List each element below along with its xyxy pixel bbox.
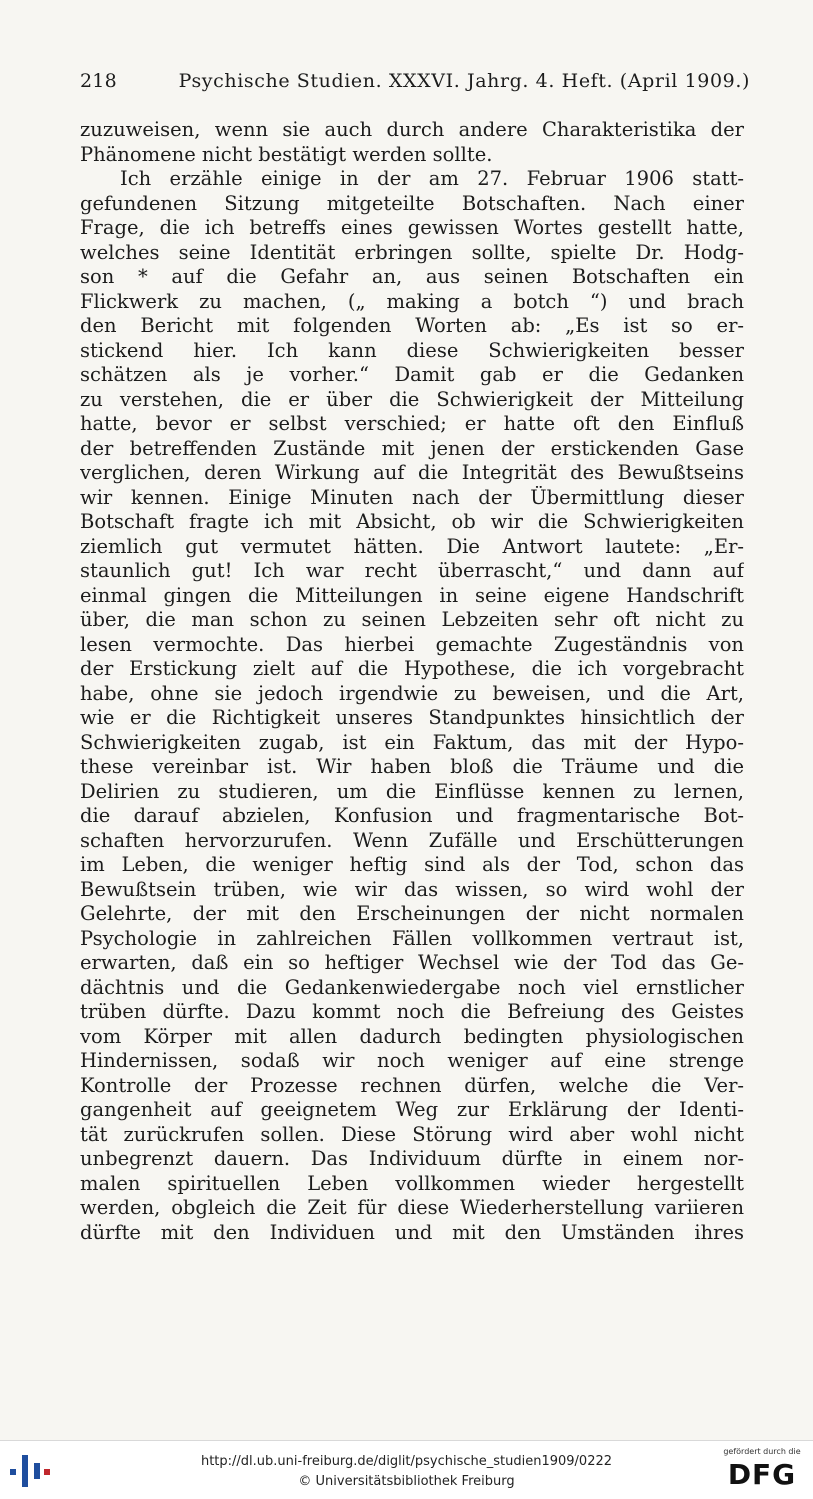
journal-header-title: Psychische Studien. XXXVI. Jahrg. 4. Heft. (April 1909.) <box>178 70 750 92</box>
text-line: Kontrolle der Prozesse rechnen dürfen, welche die Ver- <box>80 1073 744 1097</box>
text-line: son * auf die Gefahr an, aus seinen Botschaften ein <box>80 265 744 288</box>
text-line: habe, ohne sie jedoch irgendwie zu beweisen, und die Art, <box>80 681 744 705</box>
text-line: vom Körper mit allen dadurch bedingten physiologischen <box>80 1024 744 1048</box>
text-line: werden, obgleich die Zeit für diese Wiederherstellung variieren <box>80 1196 744 1219</box>
text-line: den Bericht mit folgenden Worten ab: „Es ist so er- <box>80 314 744 337</box>
text-line: wie er die Richtigkeit unseres Standpunktes hinsichtlich der <box>80 706 744 729</box>
running-header <box>80 70 750 92</box>
text-line: Flickwerk zu machen, („ making a botch “) und brach <box>80 289 744 313</box>
text-line: zu verstehen, die er über die Schwierigkeit der Mitteilung <box>80 387 744 411</box>
text-line: welches seine Identität erbringen sollte, spielte Dr. Hodg- <box>80 240 744 264</box>
text-line: dürfte mit den Individuen und mit den Umständen ihres <box>80 1220 744 1244</box>
dfg-logo <box>716 1447 808 1495</box>
text-line: der betreffenden Zustände mit jenen der erstickenden Gase <box>80 436 744 460</box>
text-line: Gelehrte, der mit den Erscheinungen der nicht normalen <box>80 902 744 925</box>
text-line: schaften hervorzurufen. Wenn Zufälle und Erschütterungen <box>80 828 744 852</box>
text-line: im Leben, die weniger heftig sind als der Tod, schon das <box>80 853 744 876</box>
text-line: these vereinbar ist. Wir haben bloß die Träume und die <box>80 755 744 778</box>
text-line: tät zurückrufen sollen. Diese Störung wird aber wohl nicht <box>80 1122 744 1146</box>
text-line: unbegrenzt dauern. Das Individuum dürfte in einem nor- <box>80 1147 744 1170</box>
text-line: gangenheit auf geeignetem Weg zur Erklärung der Identi- <box>80 1098 744 1121</box>
text-line: erwarten, daß ein so heftiger Wechsel wie der Tod das Ge- <box>80 951 744 974</box>
text-line: einmal gingen die Mitteilungen in seine eigene Handschrift <box>80 583 744 607</box>
text-line: gefundenen Sitzung mitgeteilte Botschaften. Nach einer <box>80 191 744 215</box>
text-line: wir kennen. Einige Minuten nach der Übermittlung dieser <box>80 485 744 509</box>
text-line: verglichen, deren Wirkung auf die Integrität des Bewußtseins <box>80 461 744 484</box>
page-number: 218 <box>80 70 117 92</box>
text-line: trüben dürfte. Dazu kommt noch die Befreiung des Geistes <box>80 1000 744 1023</box>
text-line: Delirien zu studieren, um die Einflüsse kennen zu lernen, <box>80 779 744 803</box>
permalink-url[interactable]: http://dl.ub.uni-freiburg.de/diglit/psychische_studien1909/0222 <box>200 1454 613 1469</box>
text-line: Bewußtsein trüben, wie wir das wissen, so wird wohl der <box>80 877 744 901</box>
text-line: schätzen als je vorher.“ Damit gab er die Gedanken <box>80 363 744 386</box>
dfg-tagline: gefördert durch die <box>723 1447 801 1456</box>
text-line: der Erstickung zielt auf die Hypothese, die ich vorgebracht <box>80 657 744 680</box>
text-line: Schwierigkeiten zugab, ist ein Faktum, das mit der Hypo- <box>80 730 744 754</box>
body-text <box>80 118 744 1245</box>
copyright-notice: © Universitätsbibliothek Freiburg <box>298 1474 515 1489</box>
text-line: hatte, bevor er selbst verschied; er hatte oft den Einfluß <box>80 412 744 435</box>
dfg-logo-text: DFG <box>727 1458 797 1491</box>
text-line: zuzuweisen, wenn sie auch durch andere Charakteristika der <box>80 118 744 141</box>
text-line: über, die man schon zu seinen Lebzeiten sehr oft nicht zu <box>80 608 744 631</box>
text-line: Botschaft fragte ich mit Absicht, ob wir die Schwierigkeiten <box>80 510 744 533</box>
text-line: die darauf abzielen, Konfusion und fragmentarische Bot- <box>80 804 744 827</box>
text-line: Ich erzähle einige in der am 27. Februar 1906 statt- <box>120 167 744 190</box>
text-line: Psychologie in zahlreichen Fällen vollkommen vertraut ist, <box>80 926 744 950</box>
viewer-footer <box>0 1440 813 1499</box>
text-line: Phänomene nicht bestätigt werden sollte. <box>80 142 493 166</box>
text-line: Hindernissen, sodaß wir noch weniger auf eine strenge <box>80 1049 744 1072</box>
text-line: ziemlich gut vermutet hätten. Die Antwort lautete: „Er- <box>80 534 744 558</box>
text-line: lesen vermochte. Das hierbei gemachte Zugeständnis von <box>80 632 744 656</box>
text-line: dächtnis und die Gedankenwiedergabe noch viel ernstlicher <box>80 975 744 999</box>
text-line: staunlich gut! Ich war recht überrascht,“ und dann auf <box>80 559 744 582</box>
text-line: stickend hier. Ich kann diese Schwierigkeiten besser <box>80 338 744 362</box>
text-line: malen spirituellen Leben vollkommen wieder hergestellt <box>80 1171 744 1195</box>
text-line: Frage, die ich betreffs eines gewissen Wortes gestellt hatte, <box>80 216 744 239</box>
